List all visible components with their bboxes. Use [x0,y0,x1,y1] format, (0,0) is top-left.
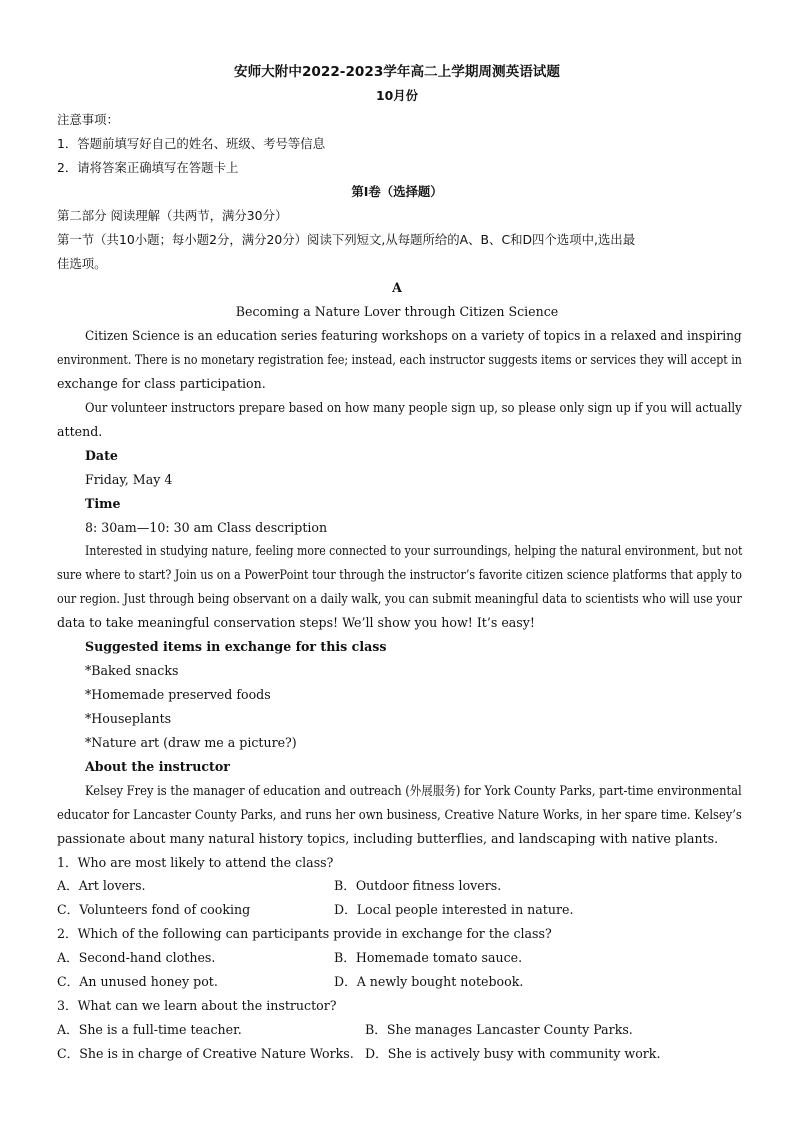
answer-option: A．She is a full-time teacher. [57,1022,242,1037]
notice-heading: 注意事项： [57,112,119,127]
date-value: Friday, May 4 [85,472,173,487]
question-stem: 3．What can we learn about the instructor? [57,998,337,1013]
about-instructor-label: About the instructor [85,759,230,774]
answer-option: B．She manages Lancaster County Parks. [365,1022,633,1037]
question-stem: 2．Which of the following can participants provide in exchange for the class? [57,926,552,941]
answer-option: B．Outdoor fitness lovers. [334,878,502,893]
paragraph-line: educator for Lancaster County Parks, and runs her own business, Creative Nature Works, in her spare time. Kelsey’s [57,807,742,822]
time-value: 8: 30am—10: 30 am Class description [85,520,328,535]
suggested-items-label: Suggested items in exchange for this class [85,639,387,654]
paragraph-line: passionate about many natural history topics, including butterflies, and landscaping with native plants. [57,831,719,846]
paragraph-line: exchange for class participation. [57,376,266,391]
answer-option: A．Second-hand clothes. [57,950,216,965]
paragraph-line: attend. [57,424,103,439]
passage-letter: A [392,280,402,295]
question-stem: 1．Who are most likely to attend the class? [57,855,334,870]
volume-title: 第I卷（选择题） [351,184,443,199]
answer-option: B．Homemade tomato sauce. [334,950,523,965]
notice-item: 1．答题前填写好自己的姓名、班级、考号等信息 [57,136,326,151]
suggested-item: *Houseplants [85,711,172,726]
exam-subtitle: 10月份 [375,88,419,103]
answer-option: D．Local people interested in nature. [334,902,574,917]
answer-option: D．A newly bought notebook. [334,974,524,989]
answer-option: D．She is actively busy with community work. [365,1046,661,1061]
paragraph-line: Our volunteer instructors prepare based on how many people sign up, so please only sign up if you will actually [85,400,742,415]
answer-option: C．An unused honey pot. [57,974,218,989]
paragraph-line: data to take meaningful conservation steps! We’ll show you how! It’s easy! [57,615,535,630]
suggested-item: *Homemade preserved foods [85,687,271,702]
notice-item: 2．请将答案正确填写在答题卡上 [57,160,239,175]
answer-option: A．Art lovers. [57,878,146,893]
exam-title: 安师大附中2022-2023学年高二上学期周测英语试题 [234,64,560,80]
passage-title: Becoming a Nature Lover through Citizen Science [235,304,559,319]
section-one-instructions: 第一节（共10小题；每小题2分，满分20分）阅读下列短文,从每题所给的A、B、C和D四个选项中,选出最 [57,232,636,247]
paragraph-line: our region. Just through being observant on a daily walk, you can submit meaningful data to scientists who will use your [57,591,742,606]
answer-option: C．She is in charge of Creative Nature Works. [57,1046,354,1061]
paragraph-line: Kelsey Frey is the manager of education and outreach (外展服务) for York County Parks, part-time environmental [85,783,742,798]
suggested-item: *Baked snacks [85,663,179,678]
date-label: Date [85,448,118,463]
paragraph-line: Interested in studying nature, feeling more connected to your surroundings, helping the natural environment, but not [85,543,743,558]
part-two-heading: 第二部分 阅读理解（共两节，满分30分） [57,208,288,223]
paragraph-line: sure where to start? Join us on a PowerPoint tour through the instructor’s favorite citizen science platforms that apply to [57,567,742,582]
time-label: Time [85,496,121,511]
paragraph-line: environment. There is no monetary registration fee; instead, each instructor suggests items or services they will accept in [57,352,742,367]
answer-option: C．Volunteers fond of cooking [57,902,251,917]
suggested-item: *Nature art (draw me a picture?) [85,735,297,750]
section-one-instructions-cont: 佳选项。 [57,256,107,271]
paragraph-line: Citizen Science is an education series featuring workshops on a variety of topics in a relaxed and inspiring [85,328,742,343]
